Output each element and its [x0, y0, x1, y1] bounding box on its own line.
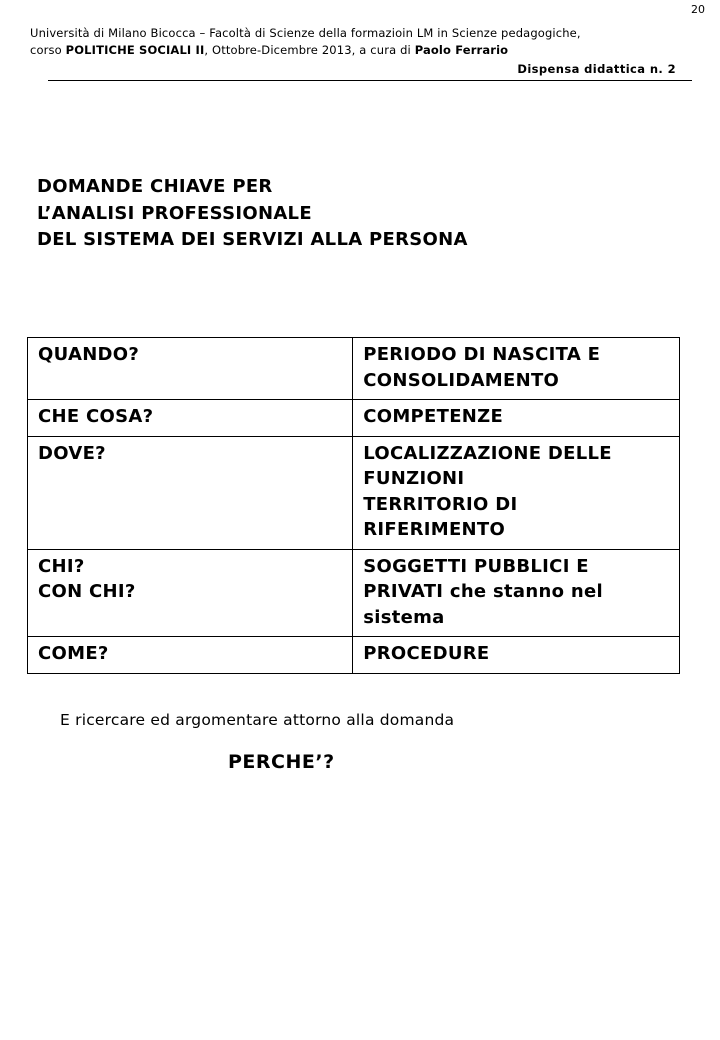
question-cell	[28, 637, 353, 674]
header-author: Paolo Ferrario	[414, 43, 509, 57]
table-row	[28, 637, 680, 674]
header-course-prefix: corso	[30, 43, 66, 57]
answer-cell	[353, 637, 680, 674]
answer-cell	[353, 436, 680, 549]
answer-text: PROCEDURE	[363, 643, 490, 664]
answer-cell	[353, 338, 680, 400]
question-text: CHI?	[38, 555, 85, 577]
page-number: 20	[691, 3, 705, 16]
header-divider	[48, 80, 692, 81]
table-row	[28, 436, 680, 549]
answer-cell	[353, 549, 680, 637]
header-course-middle: , Ottobre-Dicembre 2013, a cura di	[204, 43, 415, 57]
closing-sentence: E ricercare ed argomentare attorno alla domanda	[60, 711, 455, 729]
question-text: CHE COSA?	[38, 406, 154, 427]
key-questions-table	[27, 337, 680, 674]
answer-text: PERIODO DI NASCITA E	[363, 344, 601, 365]
question-text: CON CHI?	[38, 581, 136, 602]
table-row	[28, 549, 680, 637]
answer-text: SOGGETTI PUBBLICI E	[363, 555, 589, 577]
answer-text: sistema	[363, 606, 445, 628]
main-title	[37, 174, 468, 254]
answer-text: PRIVATI che stanno nel	[363, 581, 603, 602]
question-cell	[28, 436, 353, 549]
header-course-name: POLITICHE SOCIALI II	[65, 43, 205, 57]
table-row	[28, 400, 680, 437]
answer-cell	[353, 400, 680, 437]
header-institution-line: Università di Milano Bicocca – Facoltà di Scienze della formazioin LM in Scienze pedagogiche,	[30, 26, 581, 40]
answer-text: COMPETENZE	[363, 406, 504, 427]
question-cell	[28, 549, 353, 637]
question-cell	[28, 338, 353, 400]
table-row	[28, 338, 680, 400]
question-text: COME?	[38, 643, 109, 664]
answer-text: TERRITORIO DI	[363, 493, 518, 515]
title-line: L’ANALISI PROFESSIONALE	[37, 202, 312, 224]
answer-text: RIFERIMENTO	[363, 519, 506, 540]
answer-text: LOCALIZZAZIONE DELLE	[363, 442, 612, 464]
title-line: DOMANDE CHIAVE PER	[37, 176, 273, 197]
document-header	[30, 25, 680, 59]
closing-question: PERCHE’?	[228, 751, 335, 773]
question-text: DOVE?	[38, 442, 106, 464]
answer-text: FUNZIONI	[363, 468, 465, 489]
header-course-line	[30, 42, 680, 59]
dispensa-label: Dispensa didattica n. 2	[517, 62, 676, 76]
title-line: DEL SISTEMA DEI SERVIZI ALLA PERSONA	[37, 229, 468, 250]
question-cell	[28, 400, 353, 437]
answer-text: CONSOLIDAMENTO	[363, 369, 560, 391]
question-text: QUANDO?	[38, 344, 140, 365]
